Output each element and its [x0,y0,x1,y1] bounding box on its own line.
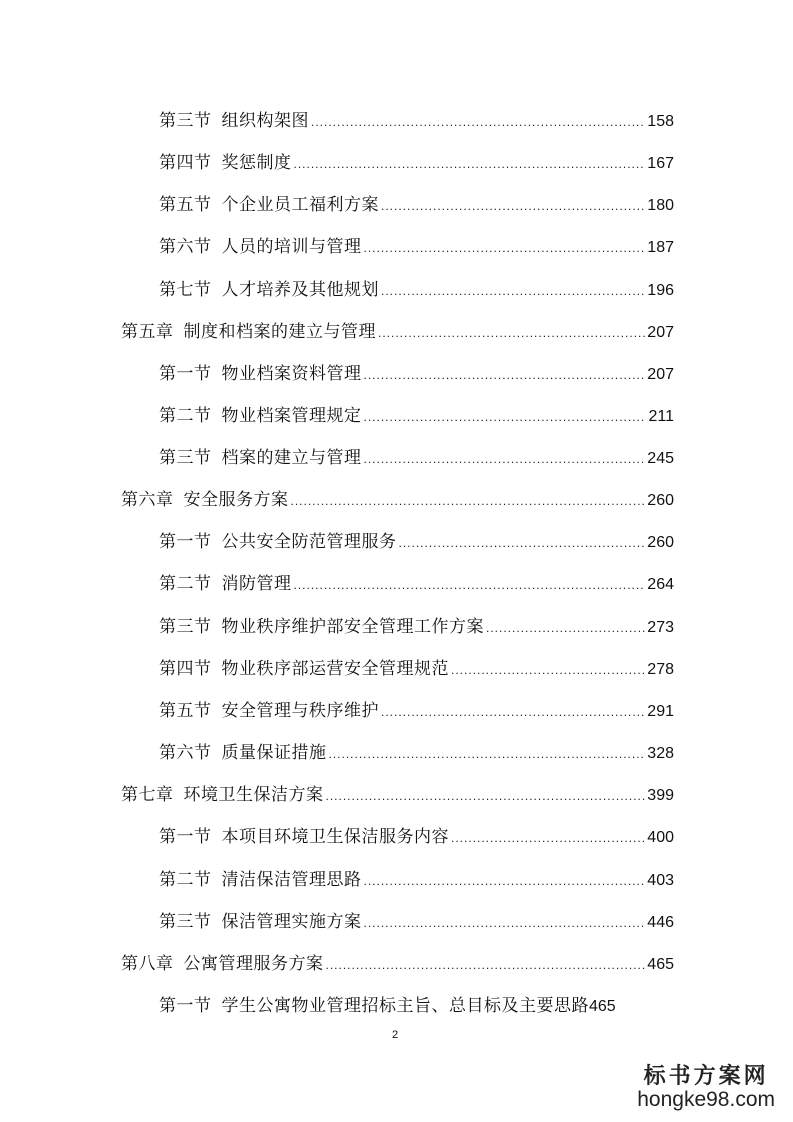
toc-entry-number: 第一节 [159,364,212,384]
toc-entry-number: 第二节 [159,406,212,426]
toc-entry-title: 公共安全防范管理服务 [221,532,397,552]
toc-entry-title: 物业秩序部运营安全管理规范 [221,659,449,679]
toc-entry-page: 207 [647,366,674,383]
dot-leader [364,368,646,382]
dot-leader [451,663,645,677]
toc-entry-title: 物业秩序维护部安全管理工作方案 [221,617,484,637]
toc-entry-number: 第一节 [159,996,212,1016]
toc-entry-title: 环境卫生保洁方案 [183,785,324,805]
toc-entry[interactable] [159,232,674,257]
toc-entry[interactable] [159,907,674,932]
toc-entry[interactable] [159,443,674,468]
toc-entry-number: 第一节 [159,532,212,552]
toc-entry-page: 400 [647,829,674,846]
toc-entry[interactable] [159,822,674,847]
toc-entry-page: 180 [647,197,674,214]
toc-entry-number: 第五节 [159,701,212,721]
toc-entry-title: 制度和档案的建立与管理 [183,322,376,342]
dot-leader [329,747,646,761]
toc-entry-number: 第四节 [159,153,212,173]
toc-entry-number: 第三节 [159,912,212,932]
toc-entry-page: 207 [647,324,674,341]
watermark-logo [637,1059,775,1112]
page-number: 2 [392,1029,399,1041]
toc-entry-chapter[interactable] [121,780,674,805]
dot-leader [326,789,646,803]
toc-entry[interactable] [159,148,674,173]
toc-entry-title: 保洁管理实施方案 [221,912,362,932]
toc-entry-number: 第一节 [159,827,212,847]
watermark-title: 标书方案网 [643,1063,769,1089]
toc-entry-number: 第八章 [121,954,174,974]
toc-entry-page: 291 [647,703,674,720]
toc-entry[interactable] [159,527,674,552]
dot-leader [378,326,645,340]
toc-entry-title: 奖惩制度 [221,153,292,173]
toc-entry-title: 个企业员工福利方案 [221,195,379,215]
dot-leader [311,115,645,129]
dot-leader [294,157,646,171]
toc-entry[interactable] [159,106,674,131]
toc-entry-page: 187 [647,239,674,256]
toc-entry[interactable] [159,738,674,763]
toc-entry[interactable] [159,359,674,384]
toc-entry-title: 清洁保洁管理思路 [221,870,362,890]
toc-entry-title: 安全管理与秩序维护 [221,701,379,721]
toc-entry-number: 第七节 [159,280,212,300]
toc-entry-page: 273 [647,619,674,636]
dot-leader [451,831,645,845]
dot-leader [294,578,646,592]
toc-entry-number: 第二节 [159,574,212,594]
toc-entry-page: 278 [647,661,674,678]
toc-entry-page: 245 [647,450,674,467]
toc-entry-number: 第六章 [121,490,174,510]
dot-leader [364,916,646,930]
toc-entry[interactable] [159,569,674,594]
toc-entry-title: 人员的培训与管理 [221,237,362,257]
toc-entry-title: 本项目环境卫生保洁服务内容 [221,827,449,847]
dot-leader [399,536,646,550]
toc-entry-title: 组织构架图 [221,111,309,131]
toc-entry[interactable] [159,612,674,637]
toc-entry[interactable] [159,654,674,679]
toc-entry-page: 465 [647,956,674,973]
toc-entry-page: 399 [647,787,674,804]
toc-entry-title: 质量保证措施 [221,743,327,763]
toc-entry-page: 264 [647,576,674,593]
toc-entry-title: 学生公寓物业管理招标主旨、总目标及主要思路 [221,996,589,1016]
dot-leader [381,705,645,719]
toc-entry[interactable] [159,275,674,300]
toc-entry-page: 328 [647,745,674,762]
dot-leader [364,452,646,466]
toc-entry-number: 第三节 [159,617,212,637]
toc-entry-title: 物业档案管理规定 [221,406,362,426]
toc-entry-page: 158 [647,113,674,130]
toc-entry-number: 第六节 [159,743,212,763]
toc-entry-number: 第五章 [121,322,174,342]
toc-entry-page: 167 [647,155,674,172]
toc-entry-page: 260 [647,492,674,509]
dot-leader [381,284,645,298]
toc-entry-title: 公寓管理服务方案 [183,954,324,974]
toc-entry-page: 446 [647,914,674,931]
dot-leader [326,958,646,972]
dot-leader [364,410,647,424]
toc-entry-page: 260 [647,534,674,551]
toc-entry[interactable] [159,401,674,426]
dot-leader [486,621,645,635]
toc-entry-page: 465 [589,998,616,1015]
toc-entry[interactable] [159,190,674,215]
toc-entry-page: 403 [647,872,674,889]
toc-entry-chapter[interactable] [121,317,674,342]
toc-entry-chapter[interactable] [121,949,674,974]
toc-entry-title: 消防管理 [221,574,292,594]
toc-entry-title: 人才培养及其他规划 [221,280,379,300]
toc-entry-number: 第二节 [159,870,212,890]
dot-leader [364,874,646,888]
dot-leader [364,241,646,255]
watermark-url: hongke98.com [637,1088,775,1111]
dot-leader [381,199,645,213]
toc-entry[interactable] [159,865,674,890]
toc-entry-title: 安全服务方案 [183,490,289,510]
toc-entry-number: 第三节 [159,111,212,131]
toc-entry-number: 第五节 [159,195,212,215]
toc-entry-title: 物业档案资料管理 [221,364,362,384]
toc-entry-number: 第三节 [159,448,212,468]
toc-entry[interactable] [159,991,679,1016]
toc-entry-chapter[interactable] [121,485,674,510]
toc-entry-number: 第七章 [121,785,174,805]
dot-leader [291,494,646,508]
toc-entry-title: 档案的建立与管理 [221,448,362,468]
toc-entry-page: 196 [647,282,674,299]
toc-entry-number: 第六节 [159,237,212,257]
toc-entry-number: 第四节 [159,659,212,679]
toc-entry[interactable] [159,696,674,721]
toc-entry-page: 211 [648,408,674,425]
